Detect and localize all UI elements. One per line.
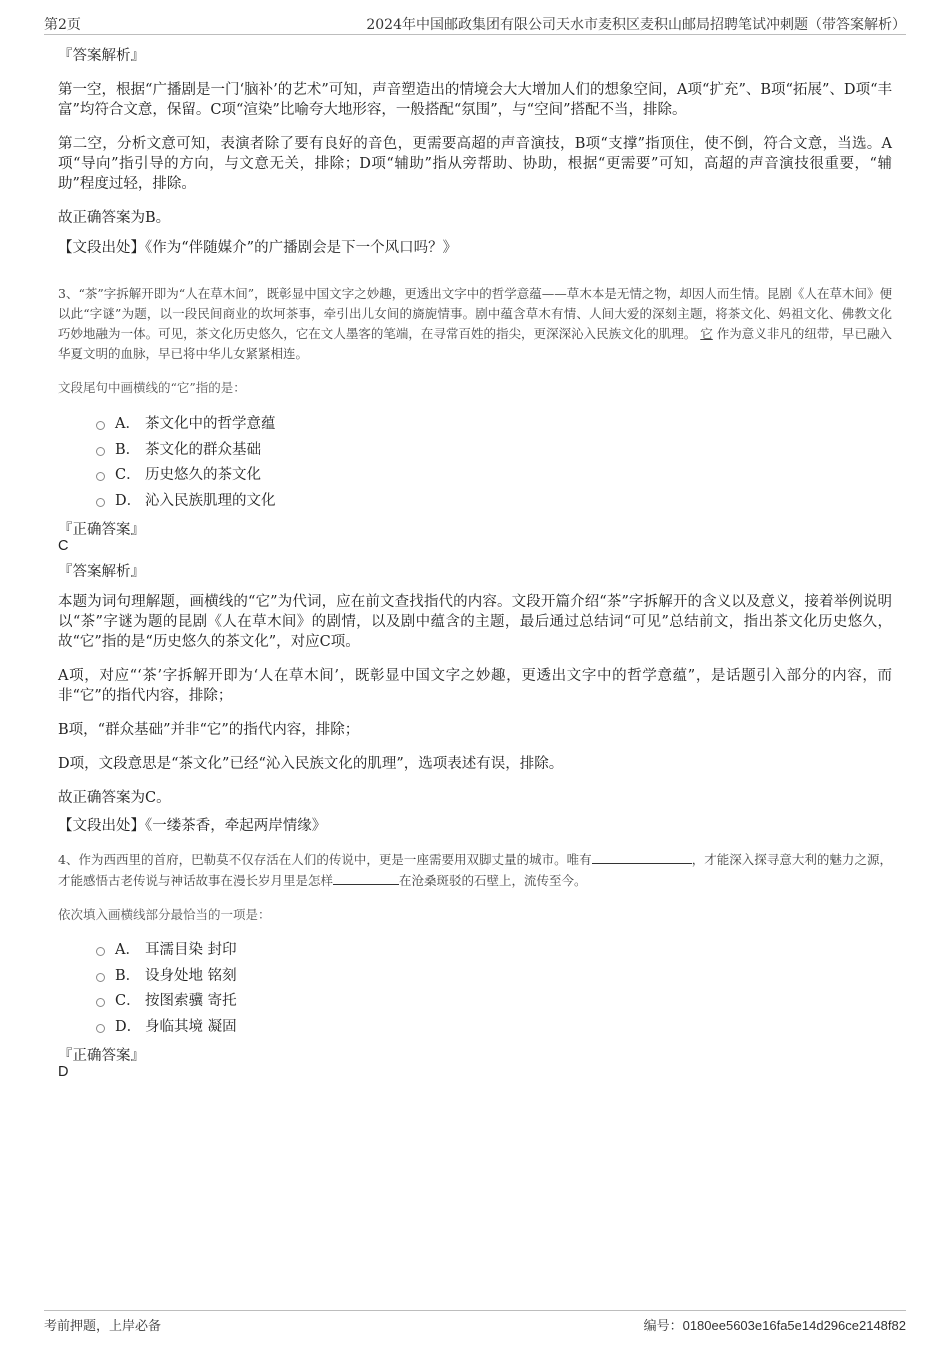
question-3-options (96, 410, 276, 512)
footer-slogan: 考前押题，上岸必备 (44, 1319, 162, 1334)
document-code: 编号：0180ee5603e16fa5e14d296ce2148f82 (643, 1318, 906, 1334)
option-b[interactable]: B． 设身处地 铭刻 (96, 962, 237, 988)
fill-blank-1[interactable] (592, 849, 692, 864)
underlined-pronoun: 它 (700, 326, 713, 341)
radio-button-icon[interactable] (96, 421, 105, 430)
radio-button-icon[interactable] (96, 447, 105, 456)
correct-answer-value: C (58, 538, 69, 554)
option-d[interactable]: D． 沁入民族肌理的文化 (96, 487, 276, 513)
q2-analysis-section (58, 46, 892, 67)
analysis-label: 『答案解析』 (58, 564, 145, 580)
question-4-prompt: 依次填入画横线部分最恰当的一项是： (58, 907, 271, 922)
page-header (44, 14, 906, 35)
q2-source (58, 236, 892, 257)
question-3-prompt: 文段尾句中画横线的“它”指的是： (58, 380, 246, 395)
analysis-paragraph: A项，对应“‘茶’字拆解开即为‘人在草木间’，既彰显中国文字之妙趣，更透出文字中的哲学意蕴”，是话题引入部分的内容，而非“它”的指代内容，排除； (58, 668, 892, 704)
option-a[interactable]: A． 茶文化中的哲学意蕴 (96, 410, 276, 436)
correct-answer-label: 『正确答案』 (58, 1048, 145, 1064)
radio-button-icon[interactable] (96, 1024, 105, 1033)
document-title: 2024年中国邮政集团有限公司天水市麦积区麦积山邮局招聘笔试冲刺题（带答案解析） (366, 17, 906, 33)
analysis-paragraph: B项，“群众基础”并非“它”的指代内容，排除； (58, 722, 360, 738)
correct-answer-label: 『正确答案』 (58, 522, 145, 538)
radio-button-icon[interactable] (96, 498, 105, 507)
analysis-conclusion: 故正确答案为C。 (58, 790, 171, 806)
option-c[interactable]: C． 历史悠久的茶文化 (96, 461, 276, 487)
source-citation: 【文段出处】《一缕茶香，牵起两岸情缘》 (58, 818, 327, 834)
question-4-options (96, 936, 237, 1038)
radio-button-icon[interactable] (96, 973, 105, 982)
q2-analysis-paragraphs (58, 80, 892, 242)
analysis-paragraph: 第二空，分析文意可知，表演者除了要有良好的音色，更需要高超的声音演技，B项“支撑”指顶住，使不倒，符合文意，当选。A项“导向”指引导的方向，与文意无关，排除；D项“辅助”指从旁帮助、协助，根据“更需要”可知，高超的声音演技很重要，“辅助”程度过轻，排除。 (58, 136, 892, 192)
option-d[interactable]: D． 身临其境 凝固 (96, 1013, 237, 1039)
analysis-paragraph: 本题为词句理解题，画横线的“它”为代词，应在前文查找指代的内容。文段开篇介绍“茶”字拆解开的含义以及意义，接着举例说明以“茶”字谜为题的昆剧《人在草木间》的剧情，以及剧中蕴含的主题，最后通过总结词“可见”总结前文，指出茶文化历史悠久，故“它”指的是“历史悠久的茶文化”，对应C项。 (58, 594, 892, 650)
analysis-paragraph: D项，文段意思是“茶文化”已经“沁入民族文化的肌理”，选项表述有误，排除。 (58, 756, 564, 772)
radio-button-icon[interactable] (96, 472, 105, 481)
analysis-paragraph: 第一空，根据“广播剧是一门‘脑补’的艺术”可知，声音塑造出的情境会大大增加人们的想象空间，A项“扩充”、B项“拓展”、D项“丰富”均符合文意，保留。C项“渲染”比喻夸大地形容，一般搭配“氛围”，与“空间”搭配不当，排除。 (58, 82, 892, 118)
question-4-text: 4、作为西西里的首府，巴勒莫不仅存活在人们的传说中，更是一座需要用双脚丈量的城市。唯有 ，才能深入探寻意大利的魅力之源，才能感悟古老传说与神话故事在漫长岁月里是怎样 在沧桑斑驳的石壁上，流传至今。 (58, 849, 892, 891)
fill-blank-2[interactable] (333, 870, 399, 885)
page-number: 第2页 (44, 17, 81, 33)
option-a[interactable]: A． 耳濡目染 封印 (96, 936, 237, 962)
question-3-analysis (58, 592, 892, 822)
radio-button-icon[interactable] (96, 947, 105, 956)
analysis-label: 『答案解析』 (58, 48, 145, 64)
radio-button-icon[interactable] (96, 998, 105, 1007)
option-c[interactable]: C． 按图索骥 寄托 (96, 987, 237, 1013)
option-b[interactable]: B． 茶文化的群众基础 (96, 436, 276, 462)
correct-answer-value: D (58, 1064, 69, 1080)
page-footer (44, 1310, 906, 1335)
source-citation: 【文段出处】《作为“伴随媒介”的广播剧会是下一个风口吗？》 (58, 240, 458, 256)
question-3-text: 3、“茶”字拆解开即为“人在草木间”，既彰显中国文字之妙趣，更透出文字中的哲学意蕴——草木本是无情之物，却因人而生情。昆剧《人在草木间》便以此“字谜”为题，以一段民间商业的坎坷茶事，牵引出儿女间的旖旎情事。剧中蕴含草木有情、人间大爱的深刻主题，将茶文化、妈祖文化、佛教文化巧妙地融为一体。可见，茶文化历史悠久，它在文人墨客的笔端，在寻常百姓的指尖，更深深沁入民族文化的肌理。 它 作为意义非凡的纽带，早已融入华夏文明的血脉，早已将中华儿女紧紧相连。 (58, 286, 892, 361)
q3-source (58, 814, 892, 835)
analysis-conclusion: 故正确答案为B。 (58, 210, 171, 226)
